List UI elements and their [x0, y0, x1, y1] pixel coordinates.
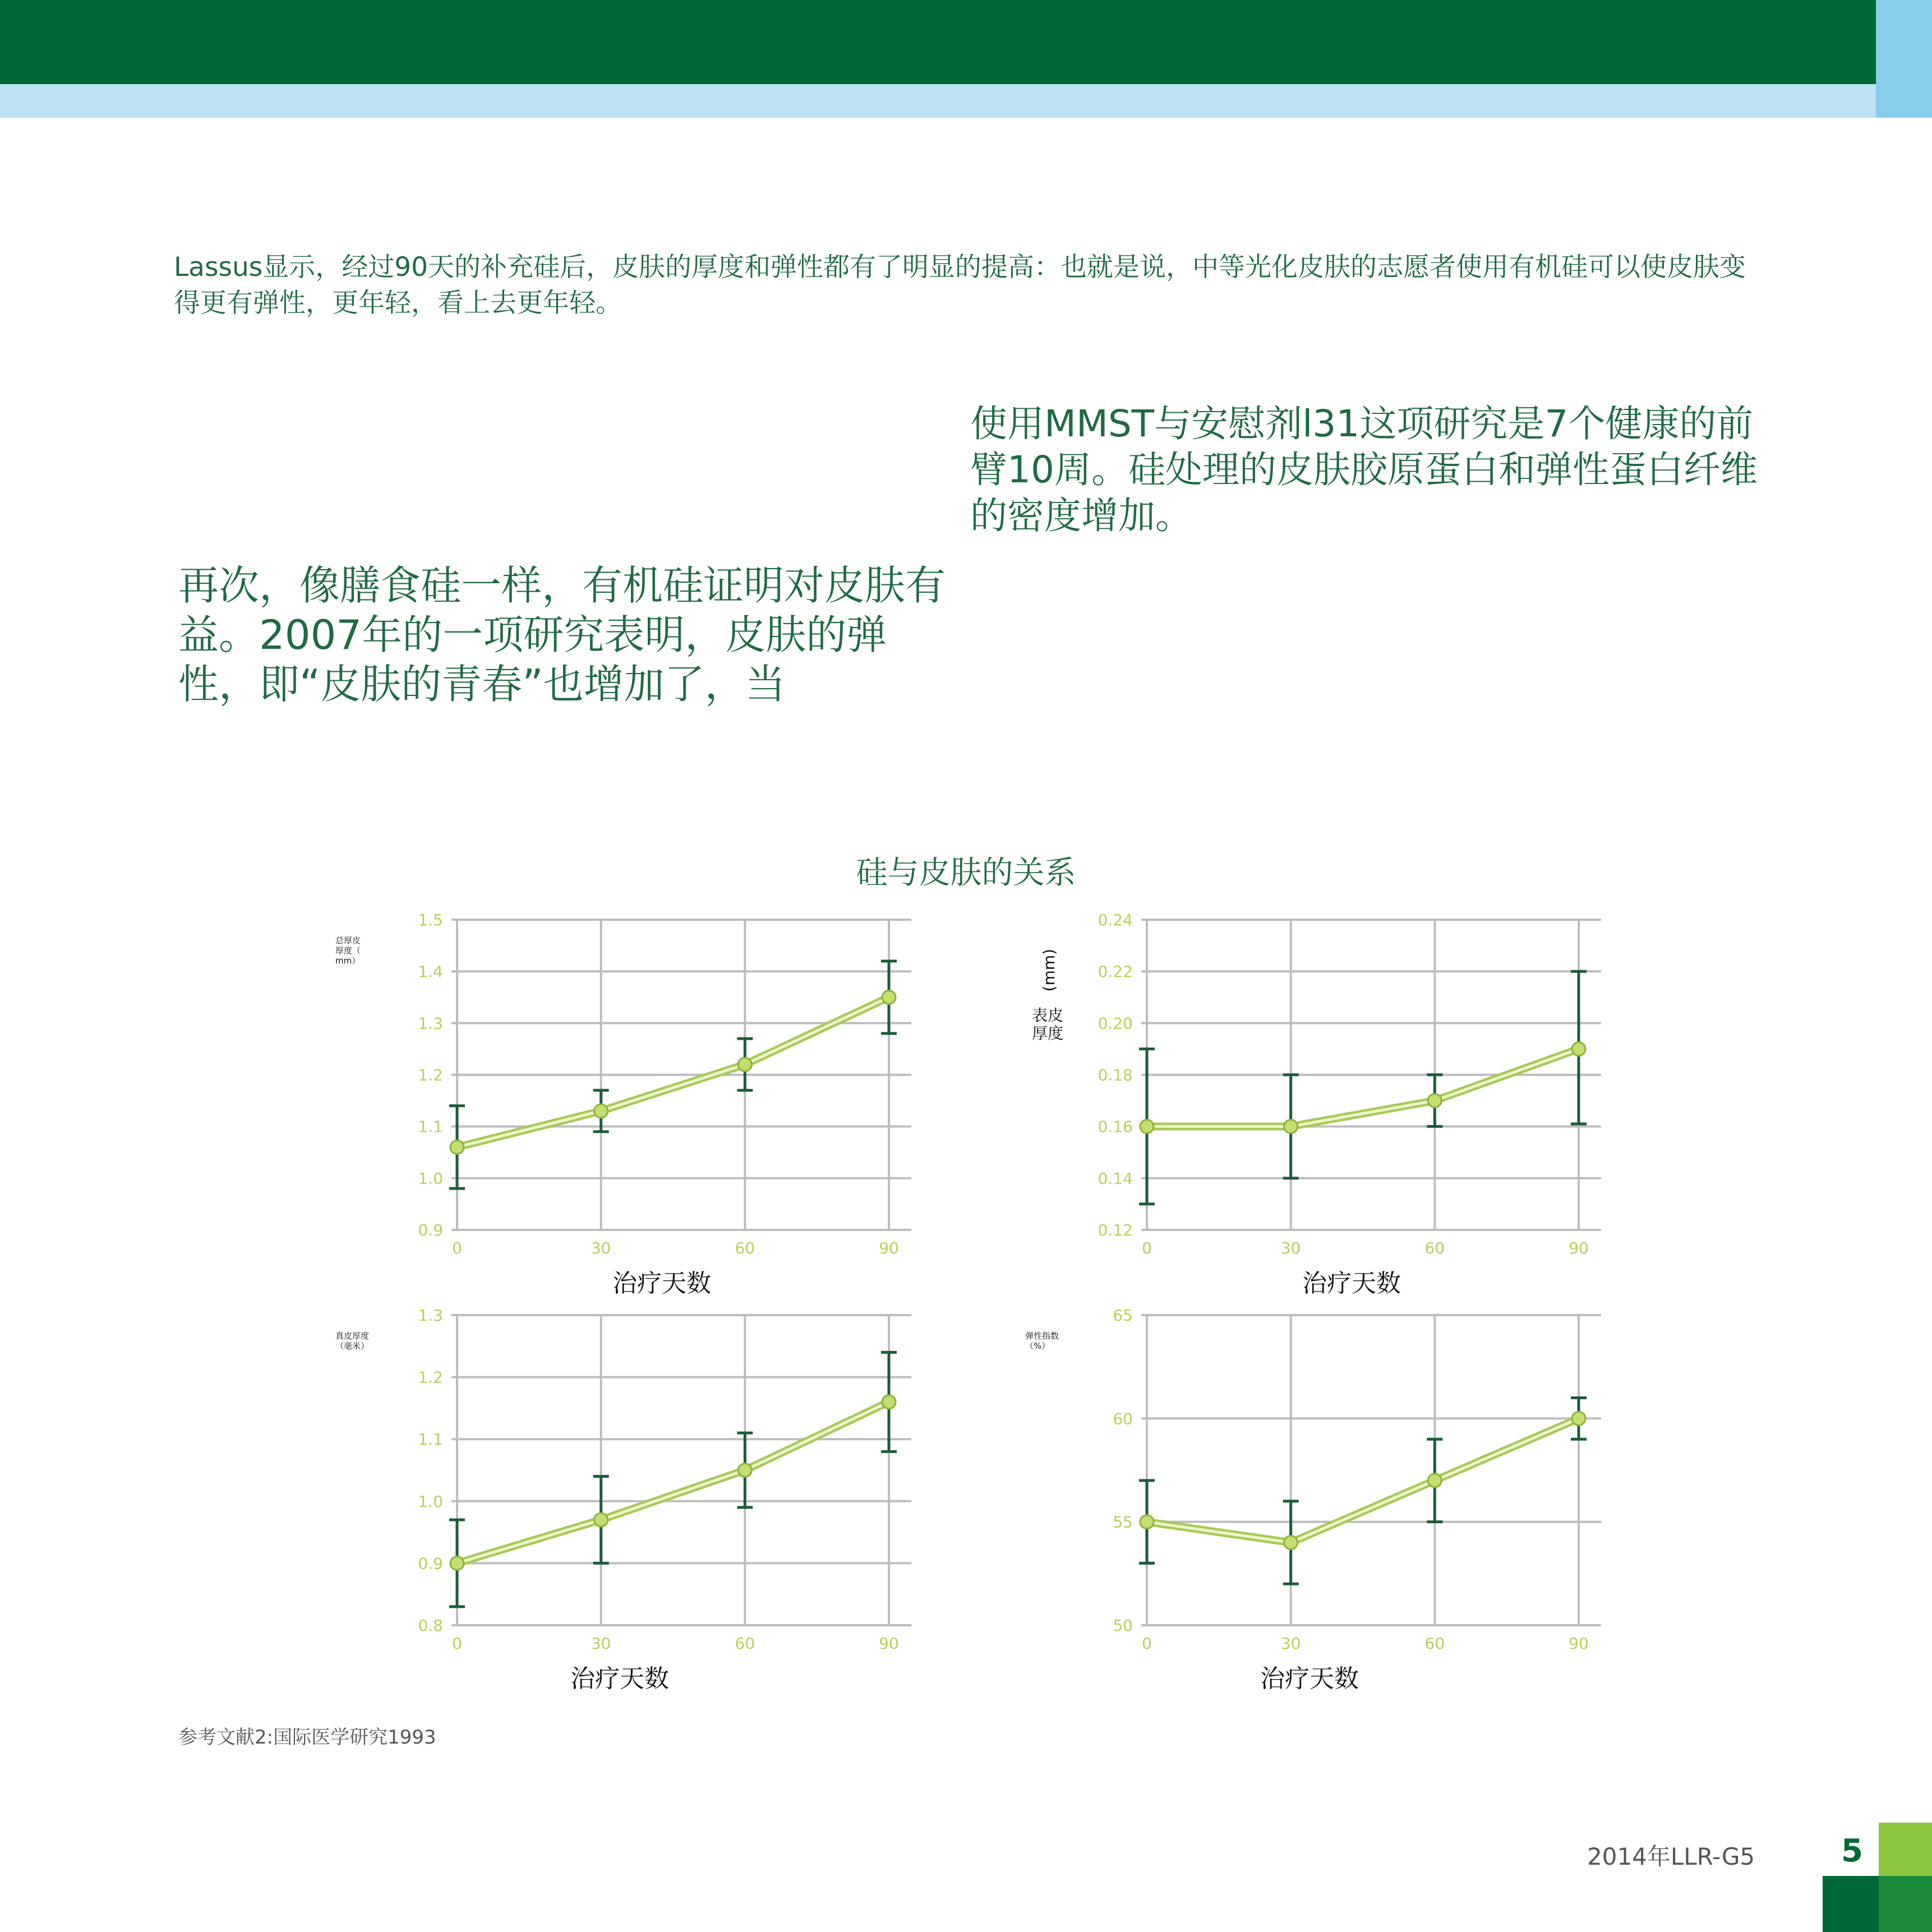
y-tick-label: 0.18 — [1098, 1066, 1133, 1085]
y-tick-label: 1.4 — [418, 962, 443, 981]
y-tick-label: 1.0 — [418, 1169, 443, 1188]
y-tick-label: 0.14 — [1098, 1169, 1133, 1188]
x-tick-label: 60 — [1424, 1239, 1445, 1257]
data-point — [450, 1141, 464, 1154]
series-line-highlight — [1147, 1418, 1579, 1542]
x-axis-label: 治疗天数 — [570, 1664, 669, 1693]
y-tick-label: 0.16 — [1098, 1117, 1133, 1136]
x-tick-label: 0 — [452, 1239, 462, 1257]
y-tick-label: 60 — [1113, 1409, 1133, 1428]
x-tick-label: 0 — [1142, 1634, 1152, 1653]
x-axis-label: 治疗天数 — [612, 1269, 711, 1298]
x-tick-label: 90 — [879, 1239, 899, 1257]
y-axis-label: 真皮厚度 — [335, 1331, 370, 1341]
y-axis-label: 弹性指数 — [1025, 1331, 1059, 1341]
data-point — [738, 1058, 751, 1071]
figure-title: 硅与皮肤的关系 — [856, 855, 1076, 891]
footer-block-light — [1879, 1823, 1932, 1876]
x-tick-label: 30 — [591, 1239, 611, 1257]
x-tick-label: 30 — [591, 1634, 611, 1653]
x-tick-label: 90 — [1569, 1634, 1589, 1653]
series-line — [457, 1402, 889, 1564]
data-point — [1140, 1515, 1154, 1529]
x-axis-label: 治疗天数 — [1260, 1664, 1359, 1693]
y-tick-label: 1.2 — [418, 1368, 443, 1387]
y-tick-label: 0.9 — [418, 1554, 443, 1573]
y-tick-label: 1.5 — [418, 911, 443, 929]
series-line — [1147, 1418, 1579, 1542]
data-point — [1284, 1536, 1298, 1550]
chart-total-skin-thickness — [314, 909, 925, 1301]
y-tick-label: 1.3 — [418, 1014, 443, 1033]
y-axis-label: 厚度 — [1032, 1024, 1064, 1043]
y-tick-label: 1.1 — [418, 1430, 443, 1449]
chart-epidermis-thickness — [1004, 909, 1615, 1301]
y-axis-label: mm） — [335, 956, 361, 966]
y-tick-label: 0.8 — [418, 1616, 443, 1635]
data-point — [738, 1464, 751, 1477]
data-point — [882, 990, 896, 1004]
data-point — [1428, 1094, 1441, 1108]
data-point — [882, 1395, 896, 1409]
reference-note: 参考文献2:国际医学研究1993 — [178, 1726, 436, 1749]
y-tick-label: 0.9 — [418, 1221, 443, 1239]
data-point — [1428, 1474, 1441, 1487]
footer-block-dark — [1823, 1876, 1879, 1932]
x-tick-label: 0 — [1142, 1239, 1152, 1257]
y-tick-label: 1.1 — [418, 1117, 443, 1136]
y-tick-label: 1.0 — [418, 1492, 443, 1511]
x-tick-label: 0 — [452, 1634, 462, 1653]
series-line-highlight — [1147, 1049, 1579, 1126]
y-axis-label: （%） — [1025, 1341, 1050, 1351]
x-tick-label: 60 — [735, 1634, 755, 1653]
y-axis-unit: (mm) — [1040, 948, 1058, 992]
y-axis-label: 厚度（ — [335, 946, 361, 956]
y-tick-label: 50 — [1113, 1616, 1133, 1635]
y-tick-label: 0.20 — [1098, 1014, 1133, 1033]
data-point — [450, 1556, 464, 1570]
data-point — [1140, 1120, 1154, 1133]
x-tick-label: 30 — [1280, 1239, 1301, 1257]
data-point — [1572, 1042, 1585, 1055]
x-axis-label: 治疗天数 — [1302, 1269, 1401, 1298]
data-point — [1572, 1412, 1585, 1425]
y-axis-label: （毫米） — [335, 1341, 370, 1351]
x-tick-label: 60 — [1424, 1634, 1445, 1653]
y-tick-label: 1.2 — [418, 1066, 443, 1085]
intro-paragraph: Lassus显示，经过90天的补充硅后，皮肤的厚度和弹性都有了明显的提高：也就是说，中等光化皮肤的志愿者使用有机硅可以使皮肤变得更有弹性，更年轻，看上去更年轻。 — [174, 252, 1746, 319]
header-blue-band — [0, 84, 1876, 118]
pull-quote-paragraph: 再次，像膳食硅一样，有机硅证明对皮肤有益。2007年的一项研究表明，皮肤的弹性，即“皮肤的青春”也增加了，当 — [178, 562, 946, 708]
header-green-band — [0, 0, 1876, 84]
footer-block-mid — [1879, 1876, 1932, 1932]
chart-elasticity-index — [1004, 1304, 1615, 1696]
footer-doc-id: 2014年LLR-G5 — [1587, 1843, 1755, 1870]
y-axis-label: 表皮 — [1032, 1006, 1064, 1025]
page-number: 5 — [1841, 1833, 1863, 1869]
data-point — [594, 1513, 608, 1527]
series-line-highlight — [457, 1402, 889, 1564]
header-corner-block — [1876, 0, 1932, 118]
series-line — [457, 997, 889, 1147]
x-tick-label: 30 — [1280, 1634, 1301, 1653]
x-tick-label: 90 — [1569, 1239, 1589, 1257]
data-point — [594, 1104, 608, 1118]
y-tick-label: 65 — [1113, 1306, 1133, 1325]
series-line-highlight — [457, 997, 889, 1147]
y-axis-label: 总厚皮 — [335, 935, 361, 946]
x-tick-label: 90 — [879, 1634, 899, 1653]
y-tick-label: 0.12 — [1098, 1221, 1133, 1239]
data-point — [1284, 1120, 1298, 1133]
y-tick-label: 55 — [1113, 1513, 1133, 1532]
y-tick-label: 0.22 — [1098, 962, 1133, 981]
y-tick-label: 0.24 — [1098, 911, 1133, 929]
study-paragraph: 使用MMST与安慰剂l31这项研究是7个健康的前臂10周。硅处理的皮肤胶原蛋白和弹性蛋白纤维的密度增加。 — [970, 402, 1758, 537]
chart-dermis-thickness — [314, 1304, 925, 1696]
x-tick-label: 60 — [735, 1239, 755, 1257]
y-tick-label: 1.3 — [418, 1306, 443, 1325]
